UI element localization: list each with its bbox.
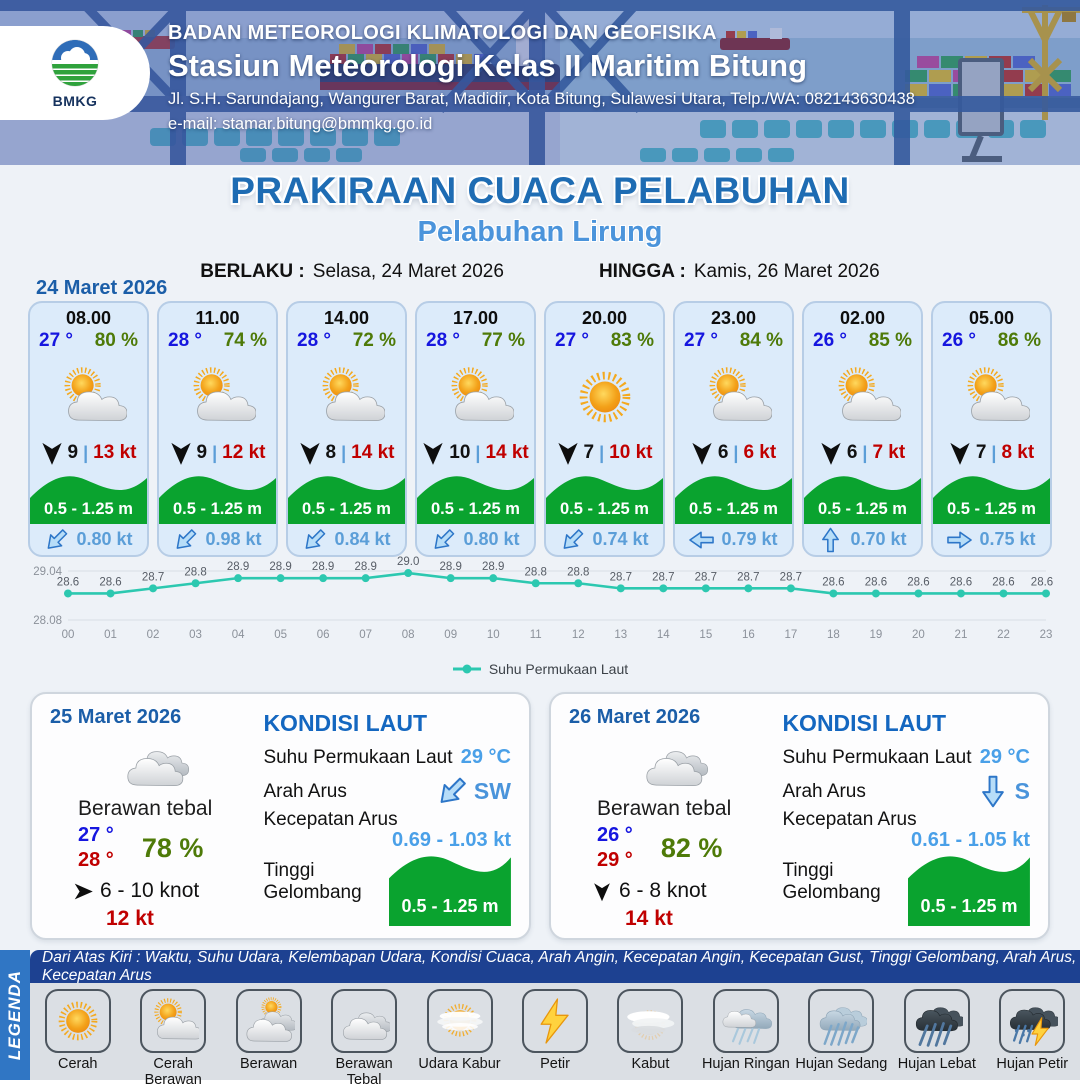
svg-text:28.6: 28.6	[907, 576, 930, 589]
card-humidity: 84 %	[739, 330, 783, 351]
card-temp: 28 °	[168, 330, 203, 351]
berawan-icon	[243, 995, 295, 1047]
svg-text:28.7: 28.7	[141, 571, 165, 584]
svg-text:14: 14	[656, 629, 670, 641]
forecast-card	[415, 301, 536, 557]
berawan-tebal-icon	[338, 995, 390, 1047]
wave-height: 0.5 - 1.25 m	[302, 500, 391, 518]
wave-height: 0.5 - 1.25 m	[818, 500, 907, 518]
svg-text:13: 13	[614, 629, 628, 641]
day-condition: Berawan tebal	[78, 797, 213, 820]
wind-speed: 7	[583, 442, 595, 463]
cerah-berawan-icon	[696, 363, 772, 431]
hingga-label: HINGGA :	[598, 261, 686, 282]
wind-speed: 8	[325, 442, 337, 463]
cerah-berawan-icon	[51, 363, 127, 431]
separator: |	[475, 442, 481, 463]
svg-text:19: 19	[869, 629, 883, 641]
svg-text:28.6: 28.6	[56, 576, 80, 589]
gust-speed: 14 kt	[485, 442, 529, 463]
legend-item	[125, 983, 220, 1088]
current-speed: 0.79 kt	[721, 529, 778, 549]
svg-text:21: 21	[954, 629, 968, 641]
svg-text:18: 18	[826, 629, 840, 641]
svg-text:29.04: 29.04	[33, 566, 62, 578]
wave-height-value: 0.5 - 1.25 m	[401, 896, 499, 916]
card-time: 05.00	[968, 308, 1015, 328]
page-title: PRAKIRAAN CUACA PELABUHAN	[230, 170, 850, 211]
svg-text:28.6: 28.6	[1030, 576, 1054, 589]
station-name: Stasiun Meteorologi Kelas II Maritim Bitung	[168, 48, 808, 83]
card-time: 02.00	[839, 308, 886, 328]
svg-text:28.6: 28.6	[99, 576, 122, 589]
series-marker-icon	[452, 663, 482, 675]
title-block	[0, 170, 1080, 283]
card-time: 17.00	[452, 308, 499, 328]
current-speed: 0.70 kt	[850, 529, 907, 549]
svg-text:28.9: 28.9	[354, 561, 377, 574]
svg-text:28.6: 28.6	[949, 576, 973, 589]
legend-item	[316, 983, 411, 1088]
current-direction-icon	[947, 530, 972, 550]
udara-kabur-icon	[434, 995, 486, 1047]
forecast-card	[157, 301, 278, 557]
hourly-forecast-row	[28, 301, 1052, 557]
svg-text:28.8: 28.8	[524, 566, 547, 579]
wind-speed: 6	[846, 442, 858, 463]
separator: |	[212, 442, 218, 463]
berlaku-value: Selasa, 24 Maret 2026	[312, 261, 504, 282]
day-gust: 12 kt	[106, 907, 154, 930]
forecast-date: 24 Maret 2026	[36, 277, 168, 299]
svg-text:28.8: 28.8	[567, 566, 590, 579]
separator: |	[83, 442, 89, 463]
wind-direction-icon	[422, 440, 444, 466]
svg-text:28.9: 28.9	[439, 561, 462, 574]
card-temp: 26 °	[813, 330, 848, 351]
night-temp: 29 °	[597, 849, 633, 871]
card-temp: 27 °	[555, 330, 590, 351]
svg-text:28.7: 28.7	[737, 571, 760, 584]
svg-text:12: 12	[571, 629, 585, 641]
svg-text:15: 15	[699, 629, 713, 641]
sst-chart-section	[20, 556, 1060, 677]
legend-item	[698, 983, 793, 1080]
current-direction-icon	[432, 771, 472, 811]
current-direction-icon	[821, 527, 841, 552]
hujan-petir-icon	[1006, 995, 1058, 1047]
hujan-lebat-icon	[911, 995, 963, 1047]
gust-speed: 14 kt	[351, 442, 395, 463]
gust-speed: 6 kt	[743, 442, 777, 463]
svg-text:29.0: 29.0	[396, 556, 420, 569]
day-humidity: 82 %	[660, 832, 723, 863]
legend-title-strip	[0, 950, 30, 1080]
current-direction: SW	[473, 778, 511, 804]
hingga-value: Kamis, 26 Maret 2026	[693, 261, 880, 282]
card-humidity: 77 %	[481, 330, 525, 351]
current-direction-icon	[980, 776, 1005, 808]
current-speed-value: 0.69 - 1.03 kt	[392, 829, 511, 851]
legend-item	[794, 983, 889, 1080]
card-temp: 27 °	[684, 330, 719, 351]
current-direction-icon	[557, 524, 589, 556]
forecast-card	[28, 301, 149, 557]
day-gust: 14 kt	[625, 907, 673, 930]
current-direction-icon	[689, 530, 714, 550]
wave-height: 0.5 - 1.25 m	[560, 500, 649, 518]
cerah-berawan-icon	[147, 995, 199, 1047]
wind-range: 6 - 8 knot	[619, 879, 707, 902]
svg-text:07: 07	[359, 629, 373, 641]
legend-item	[889, 983, 984, 1080]
sea-conditions-heading: KONDISI LAUT	[782, 710, 946, 736]
day-card	[30, 692, 531, 940]
berawan-tebal-icon	[625, 729, 721, 795]
svg-text:28.6: 28.6	[864, 576, 888, 589]
current-direction-icon	[170, 524, 202, 556]
wave-height: 0.5 - 1.25 m	[173, 500, 262, 518]
svg-text:04: 04	[231, 629, 245, 641]
day-condition: Berawan tebal	[597, 797, 732, 820]
cerah-berawan-icon	[954, 363, 1030, 431]
separator: |	[862, 442, 868, 463]
svg-text:20: 20	[912, 629, 925, 641]
card-time: 08.00	[65, 308, 112, 328]
card-humidity: 74 %	[223, 330, 267, 351]
cerah-berawan-icon	[180, 363, 256, 431]
svg-text:23: 23	[1039, 629, 1053, 641]
svg-text:02: 02	[146, 629, 160, 641]
legend-item-label: Hujan Lebat	[897, 1056, 976, 1072]
current-speed-label: Kecepatan Arus	[782, 809, 917, 830]
wind-speed: 9	[67, 442, 79, 463]
hujan-sedang-icon	[815, 995, 867, 1047]
svg-text:00: 00	[61, 629, 75, 641]
svg-text:28.08: 28.08	[33, 615, 62, 627]
current-speed: 0.98 kt	[205, 529, 262, 549]
forecast-card	[673, 301, 794, 557]
cerah-berawan-icon	[438, 363, 514, 431]
legend-title: LEGENDA	[5, 969, 24, 1061]
daily-summary-row	[30, 692, 1050, 940]
bmkg-logo-pill	[0, 26, 150, 120]
wind-direction-icon	[170, 440, 192, 466]
wind-direction-icon	[41, 440, 63, 466]
svg-text:28.7: 28.7	[694, 571, 718, 584]
bmkg-logo-text: BMKG	[52, 92, 98, 109]
cerah-icon	[52, 995, 104, 1047]
station-address: Jl. S.H. Sarundajang, Wangurer Barat, Madidir, Kota Bitung, Sulawesi Utara, Telp./WA: 082143630438	[168, 90, 915, 108]
legend-item-label: Kabut	[631, 1056, 670, 1072]
wave-height-box	[908, 846, 1030, 926]
wind-direction-icon	[820, 440, 842, 466]
current-speed: 0.74 kt	[592, 529, 649, 549]
current-speed-label: Kecepatan Arus	[263, 809, 398, 830]
port-name: Pelabuhan Lirung	[417, 216, 663, 248]
card-temp: 26 °	[942, 330, 977, 351]
kabut-icon	[624, 995, 676, 1047]
svg-text:28.6: 28.6	[992, 576, 1015, 589]
wind-speed: 9	[196, 442, 208, 463]
current-speed: 0.84 kt	[334, 529, 391, 549]
wave-height: 0.5 - 1.25 m	[689, 500, 778, 518]
forecast-card	[544, 301, 665, 557]
day-date: 25 Maret 2026	[50, 706, 182, 728]
night-temp: 28 °	[78, 849, 114, 871]
petir-icon	[529, 995, 581, 1047]
legend-item-label: Hujan Ringan	[701, 1056, 790, 1072]
legend-item-label: Udara Kabur	[418, 1056, 501, 1072]
bmkg-logo-icon	[48, 38, 102, 92]
legend-description-bar	[30, 950, 1080, 983]
berlaku-label: BERLAKU :	[200, 261, 305, 282]
legend-item	[30, 983, 125, 1080]
day-humidity: 78 %	[141, 832, 204, 863]
legend-item	[221, 983, 316, 1080]
sst-value: 29 °C	[460, 746, 511, 768]
card-humidity: 80 %	[94, 330, 138, 351]
card-time: 14.00	[323, 308, 370, 328]
legend-item-label: Cerah Berawan	[144, 1056, 202, 1088]
current-speed-value: 0.61 - 1.05 kt	[911, 829, 1030, 851]
separator: |	[991, 442, 997, 463]
sst-value: 29 °C	[979, 746, 1030, 768]
sea-conditions-heading: KONDISI LAUT	[263, 710, 427, 736]
wave-label: Tinggi Gelombang	[782, 860, 881, 903]
wind-speed: 7	[975, 442, 987, 463]
svg-text:28.6: 28.6	[822, 576, 845, 589]
legend-item-label: Hujan Sedang	[795, 1056, 888, 1072]
wind-direction-icon	[73, 882, 94, 900]
berawan-tebal-icon	[106, 729, 202, 795]
svg-text:28.8: 28.8	[184, 566, 207, 579]
wind-direction-icon	[593, 881, 611, 902]
svg-text:16: 16	[741, 629, 755, 641]
svg-text:28.9: 28.9	[482, 561, 505, 574]
card-temp: 27 °	[39, 330, 74, 351]
chart-legend	[20, 661, 1060, 677]
card-humidity: 86 %	[997, 330, 1041, 351]
series-name: Suhu Permukaan Laut	[488, 661, 629, 677]
svg-text:28.7: 28.7	[609, 571, 632, 584]
wave-height: 0.5 - 1.25 m	[44, 500, 133, 518]
current-dir-label: Arah Arus	[782, 780, 866, 802]
svg-text:08: 08	[401, 629, 415, 641]
day-temp: 27 °	[78, 824, 114, 846]
sst-label: Suhu Permukaan Laut	[782, 746, 972, 768]
wind-range: 6 - 10 knot	[100, 879, 200, 902]
legend-item	[507, 983, 602, 1080]
wind-direction-icon	[299, 440, 321, 466]
wind-speed: 10	[449, 442, 471, 463]
cerah-berawan-icon	[309, 363, 385, 431]
gust-speed: 13 kt	[93, 442, 137, 463]
forecast-card	[802, 301, 923, 557]
current-speed: 0.75 kt	[979, 529, 1036, 549]
current-direction-icon	[41, 524, 73, 556]
svg-text:05: 05	[274, 629, 288, 641]
gust-speed: 10 kt	[609, 442, 653, 463]
svg-text:28.9: 28.9	[226, 561, 250, 574]
card-time: 11.00	[195, 308, 240, 328]
station-email: e-mail: stamar.bitung@bmmkg.go.id	[168, 115, 433, 133]
svg-text:28.9: 28.9	[311, 561, 335, 574]
legend-item-label: Berawan Tebal	[335, 1056, 393, 1088]
card-temp: 28 °	[426, 330, 461, 351]
svg-text:22: 22	[997, 629, 1010, 641]
svg-text:03: 03	[189, 629, 202, 641]
day-card	[549, 692, 1050, 940]
wave-label: Tinggi Gelombang	[263, 860, 362, 903]
wind-speed: 6	[717, 442, 729, 463]
separator: |	[341, 442, 347, 463]
current-direction-icon	[299, 524, 331, 556]
wind-direction-icon	[557, 440, 579, 466]
current-direction: S	[1014, 778, 1030, 804]
gust-speed: 12 kt	[222, 442, 266, 463]
sst-label: Suhu Permukaan Laut	[263, 746, 453, 768]
sst-line-chart	[20, 556, 1060, 652]
legend-item	[412, 983, 507, 1080]
wave-height: 0.5 - 1.25 m	[431, 500, 520, 518]
svg-text:10: 10	[486, 629, 500, 641]
card-humidity: 85 %	[868, 330, 912, 351]
wind-direction-icon	[691, 440, 713, 466]
legend-description: Dari Atas Kiri : Waktu, Suhu Udara, Kelembapan Udara, Kondisi Cuaca, Arah Angin, Kecepatan Angin, Kecepatan Gust, Tinggi Gelombang, Arah Arus, Kecepatan Arus	[42, 948, 1077, 984]
agency-name: BADAN METEOROLOGI KLIMATOLOGI DAN GEOFISIKA	[168, 22, 717, 44]
current-speed: 0.80 kt	[76, 529, 133, 549]
current-direction-icon	[428, 524, 460, 556]
wind-direction-icon	[949, 440, 971, 466]
header	[0, 0, 1080, 165]
day-temp: 26 °	[597, 824, 633, 846]
svg-text:09: 09	[444, 629, 458, 641]
svg-text:11: 11	[529, 629, 542, 641]
wave-height-box	[389, 846, 511, 926]
cerah-icon	[567, 363, 643, 431]
separator: |	[599, 442, 605, 463]
card-humidity: 72 %	[352, 330, 396, 351]
card-humidity: 83 %	[610, 330, 654, 351]
card-time: 20.00	[581, 308, 628, 328]
gust-speed: 7 kt	[872, 442, 906, 463]
legend-items-row	[30, 983, 1080, 1088]
legend-item-label: Hujan Petir	[996, 1056, 1069, 1072]
card-time: 23.00	[710, 308, 757, 328]
legend-item-label: Petir	[540, 1056, 570, 1072]
svg-text:28.9: 28.9	[269, 561, 292, 574]
separator: |	[733, 442, 739, 463]
legend-item	[985, 983, 1080, 1080]
current-dir-label: Arah Arus	[263, 780, 347, 802]
legend-footer	[0, 948, 1080, 1088]
legend-item-label: Cerah	[57, 1056, 98, 1072]
hujan-ringan-icon	[720, 995, 772, 1047]
svg-text:06: 06	[316, 629, 330, 641]
card-temp: 28 °	[297, 330, 332, 351]
day-date: 26 Maret 2026	[569, 706, 701, 728]
legend-item	[603, 983, 698, 1080]
legend-item-label: Berawan	[240, 1056, 298, 1072]
cerah-berawan-icon	[825, 363, 901, 431]
svg-text:01: 01	[104, 629, 117, 641]
forecast-card	[931, 301, 1052, 557]
gust-speed: 8 kt	[1001, 442, 1035, 463]
forecast-card	[286, 301, 407, 557]
svg-text:28.7: 28.7	[652, 571, 675, 584]
svg-text:28.7: 28.7	[779, 571, 803, 584]
wave-height-value: 0.5 - 1.25 m	[920, 896, 1018, 916]
current-speed: 0.80 kt	[463, 529, 520, 549]
svg-text:17: 17	[784, 629, 798, 641]
wave-height: 0.5 - 1.25 m	[947, 500, 1036, 518]
